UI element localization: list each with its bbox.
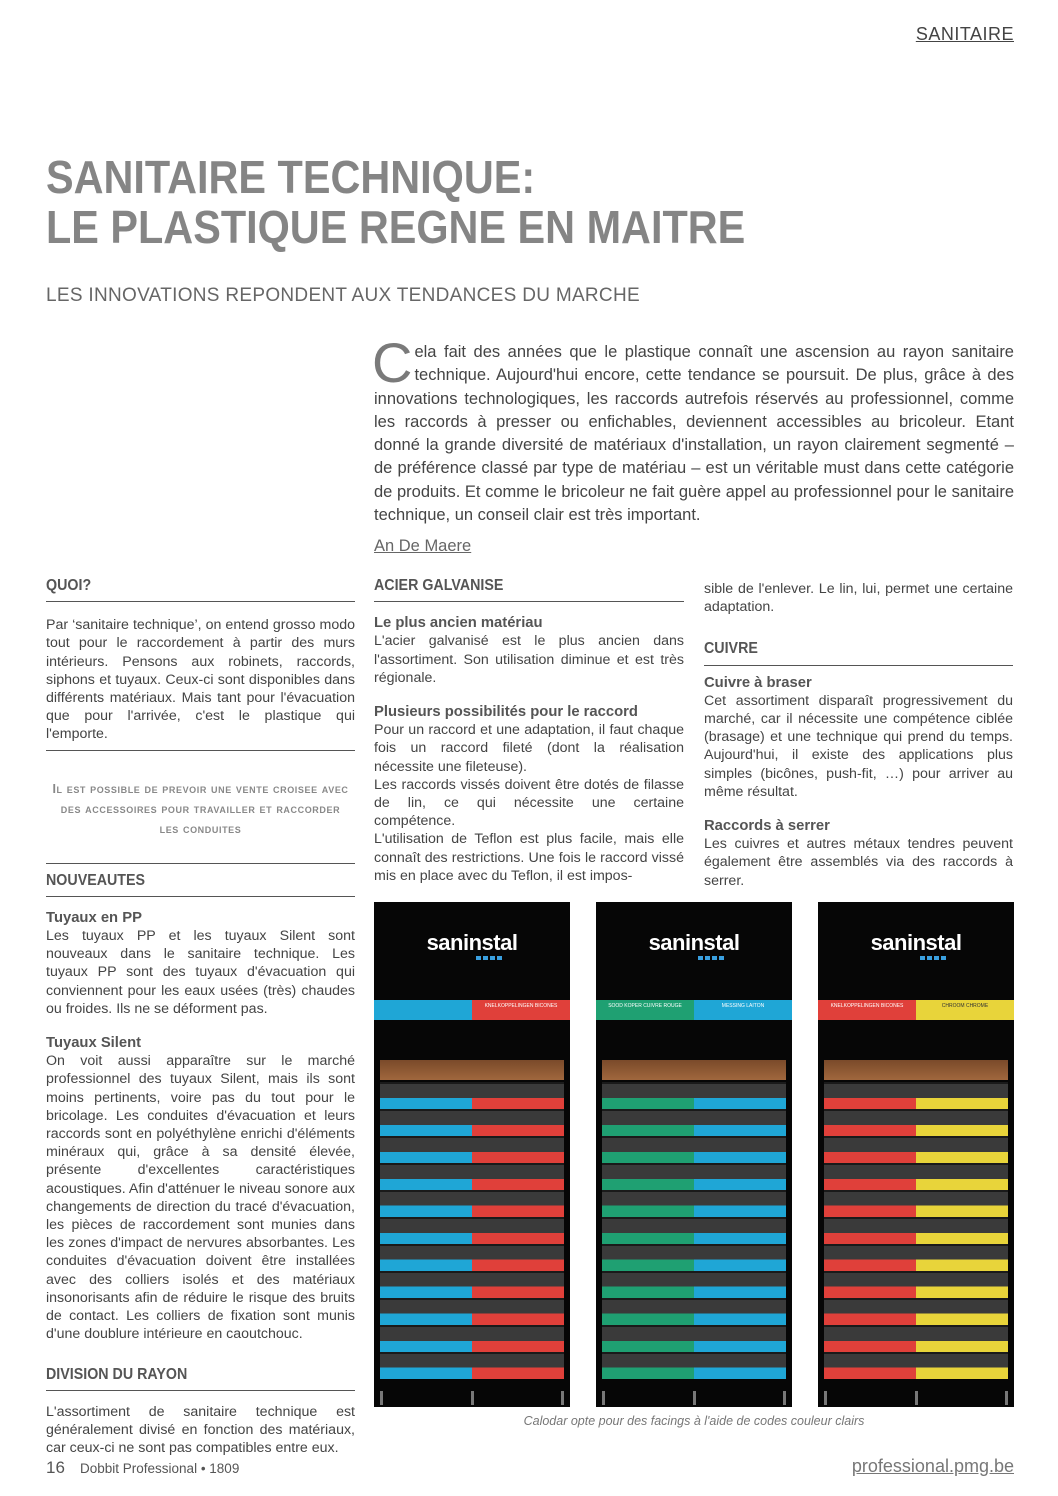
shelf-facing bbox=[602, 1327, 694, 1352]
shelf-facing bbox=[602, 1300, 694, 1325]
shelf-facing bbox=[694, 1138, 786, 1163]
shelf-facing bbox=[824, 1300, 916, 1325]
shelf-facing bbox=[602, 1192, 694, 1217]
shelf-facing bbox=[694, 1084, 786, 1109]
shelf-row bbox=[380, 1298, 564, 1325]
shelf-row bbox=[602, 1325, 786, 1352]
shelf-row bbox=[602, 1352, 786, 1379]
shelf-facing bbox=[380, 1219, 472, 1244]
shelf-facing bbox=[824, 1138, 916, 1163]
intro-text: ela fait des années que le plastique connaît une ascension au rayon sanitaire technique. Aujourd'hui encore, cette tendance se poursuit. De plus, grâce à des innovations technologiques, les raccords autrefois réservés au professionnel, comme les raccords à presser ou enfichables, deviennent accessibles au bricoleur. Etant donné la grande diversité de matériaux d'installation, un rayon clairement segmenté – de préférence classé par type de matériau – est un véritable must dans cette catégorie de produits. Et comme le bricoleur ne fait guère appel au professionnel pour le sanitaire technique, un conseil clair est très important. bbox=[374, 343, 1014, 525]
shelf-row bbox=[824, 1271, 1008, 1298]
display-legs bbox=[824, 1391, 1008, 1405]
shelf-facing bbox=[602, 1138, 694, 1163]
category-signs bbox=[596, 1000, 792, 1020]
shelf-row bbox=[824, 1082, 1008, 1109]
shelf-row bbox=[380, 1163, 564, 1190]
shelf-facing bbox=[824, 1354, 916, 1379]
logo-stripes bbox=[476, 956, 504, 960]
sign-green: SOOD KOPER CUIVRE ROUGE bbox=[596, 1000, 694, 1020]
shelf-facing bbox=[472, 1354, 564, 1379]
shelf-facing bbox=[916, 1165, 1008, 1190]
shelf-row bbox=[380, 1136, 564, 1163]
shelf-row bbox=[824, 1298, 1008, 1325]
display-legs bbox=[602, 1391, 786, 1405]
serrer-heading: Raccords à serrer bbox=[704, 818, 830, 835]
title-line-2: LE PLASTIQUE REGNE EN MAITRE bbox=[46, 201, 746, 253]
shelf-boxes bbox=[824, 1060, 1008, 1080]
shelf-facing bbox=[824, 1273, 916, 1298]
shelf-facing bbox=[824, 1219, 916, 1244]
shelf-row bbox=[824, 1352, 1008, 1379]
shelf-row bbox=[380, 1244, 564, 1271]
shelf-facing bbox=[916, 1327, 1008, 1352]
ancien-heading: Le plus ancien matériau bbox=[374, 615, 543, 632]
shelf-facing bbox=[824, 1084, 916, 1109]
shelf-row bbox=[602, 1190, 786, 1217]
shelf-row bbox=[602, 1217, 786, 1244]
photo-caption: Calodar opte pour des facings à l'aide de codes couleur clairs bbox=[523, 1414, 865, 1428]
shelf-facing bbox=[694, 1219, 786, 1244]
divider bbox=[46, 750, 355, 751]
shelf-facing bbox=[916, 1138, 1008, 1163]
shelf-row bbox=[602, 1298, 786, 1325]
possib-text-3: L'utilisation de Teflon est plus facile, mais elle connaît des restrictions. Une fois le raccord vissé mis en place avec du Teflon, il est impos- bbox=[374, 831, 684, 884]
possib-text-1: Pour un raccord et une adaptation, il faut chaque fois un raccord fileté (dont la réalisation nécessite une fileteuse). bbox=[374, 722, 684, 775]
sign-red: KNELKOPPELINGEN BICONES bbox=[472, 1000, 570, 1020]
display-legs bbox=[380, 1391, 564, 1405]
serrer-text: Les cuivres et autres métaux tendres peuvent également être assemblés via des raccords à serrer. bbox=[704, 836, 1013, 889]
silent-text: On voit aussi apparaître sur le marché professionnel des tuyaux Silent, mais ils sont moins pertinents, voire pas du tout pour le bricolage. Les conduites d'évacuation et leurs raccords sont en polyéthylène enrichi d'éléments minéraux qui, grâce à sa densité élevée, présente d'excellentes caractéristiques acoustiques. Afin d'atténuer le niveau sonore aux changements de direction du tracé d'évacuation, les pièces de raccordement sont munies dans les zones d'impact de nervures absorbantes. Les conduites d'évacuation doivent être installées avec des colliers isolés et des matériaux insonorisants afin de réduire le risque des bruits de contact. Les colliers de fixation sont munis d'une doublure intérieure en caoutchouc. bbox=[46, 1053, 355, 1343]
sign-yellow: CHROOM CHROME bbox=[916, 1000, 1014, 1020]
shelf-row bbox=[602, 1109, 786, 1136]
shelf-row bbox=[824, 1325, 1008, 1352]
shelf-facing bbox=[472, 1327, 564, 1352]
shelf-facing bbox=[602, 1111, 694, 1136]
shelf-facing bbox=[380, 1192, 472, 1217]
braser-text: Cet assortiment disparaît progressivement du marché, car il nécessite une compétence ciblée (brasage) et une technique qui prend du temps. Aujourd'hui, il existe des applications plus simples (bicônes, push-fit, …) pour arriver au même résultat. bbox=[704, 692, 1013, 800]
possib-heading: Plusieurs possibilités pour le raccord bbox=[374, 704, 638, 721]
shelf-row bbox=[602, 1163, 786, 1190]
section-tag: SANITAIRE bbox=[915, 24, 1014, 44]
ancien-text: L'acier galvanisé est le plus ancien dans l'assortiment. Son utilisation diminue et est très régionale. bbox=[374, 633, 684, 686]
brand-logo: saninstal bbox=[426, 930, 518, 955]
brand-logo: saninstal bbox=[648, 930, 740, 955]
shelf-row bbox=[824, 1244, 1008, 1271]
shelf-facing bbox=[380, 1300, 472, 1325]
shelf-facing bbox=[380, 1273, 472, 1298]
shelf-row bbox=[602, 1136, 786, 1163]
page-number: 16 bbox=[46, 1458, 65, 1477]
shelf-facing bbox=[694, 1246, 786, 1271]
shelf-facing bbox=[380, 1111, 472, 1136]
shelf-facing bbox=[380, 1246, 472, 1271]
shelf-row bbox=[380, 1352, 564, 1379]
display-photo-1 bbox=[374, 902, 570, 1407]
shelf-row bbox=[824, 1109, 1008, 1136]
shelf-row bbox=[602, 1244, 786, 1271]
shelf-boxes bbox=[380, 1060, 564, 1080]
column-3 bbox=[704, 580, 1013, 890]
pp-heading: Tuyaux en PP bbox=[46, 909, 142, 926]
author-link[interactable]: An De Maere bbox=[374, 537, 472, 555]
shelf-row bbox=[380, 1271, 564, 1298]
shelf-facing bbox=[472, 1111, 564, 1136]
shelf-facing bbox=[380, 1138, 472, 1163]
shelf-facing bbox=[694, 1354, 786, 1379]
shelf-facing bbox=[916, 1354, 1008, 1379]
shelf-row bbox=[380, 1190, 564, 1217]
possib-text-2: Les raccords vissés doivent être dotés de filasse de lin, ce qui nécessite une certaine compétence. bbox=[374, 776, 684, 830]
shelf-facing bbox=[824, 1246, 916, 1271]
display-photo-3 bbox=[818, 902, 1014, 1407]
logo-stripes bbox=[698, 956, 726, 960]
shelf-row bbox=[824, 1217, 1008, 1244]
shelf-row bbox=[380, 1109, 564, 1136]
shelf-facing bbox=[472, 1246, 564, 1271]
shelf-facing bbox=[916, 1111, 1008, 1136]
quoi-heading: QUOI? bbox=[46, 577, 92, 594]
category-signs bbox=[374, 1000, 570, 1020]
divider bbox=[46, 601, 355, 602]
shelf-facing bbox=[472, 1300, 564, 1325]
divider bbox=[46, 896, 355, 897]
shelf-row bbox=[602, 1271, 786, 1298]
division-text: L'assortiment de sanitaire technique est généralement divisé en fonction des matériaux, car ceux-ci ne sont pas compatibles entre eux. bbox=[46, 1403, 355, 1457]
shelf-facing bbox=[824, 1192, 916, 1217]
shelf-facing bbox=[694, 1273, 786, 1298]
sign-blue bbox=[374, 1000, 472, 1020]
divider bbox=[374, 601, 684, 602]
shelf-facing bbox=[824, 1165, 916, 1190]
shelf-row bbox=[824, 1136, 1008, 1163]
shelf-facing bbox=[380, 1165, 472, 1190]
shelf-facing bbox=[916, 1084, 1008, 1109]
article-subtitle: LES INNOVATIONS REPONDENT AUX TENDANCES DU MARCHE bbox=[46, 285, 640, 306]
divider bbox=[46, 863, 355, 864]
shelf-facing bbox=[380, 1354, 472, 1379]
shelf-facing bbox=[694, 1300, 786, 1325]
braser-heading: Cuivre à braser bbox=[704, 674, 812, 691]
shelf-boxes bbox=[602, 1060, 786, 1080]
shelf-row bbox=[380, 1325, 564, 1352]
brand-logo: saninstal bbox=[870, 930, 962, 955]
shelf-facing bbox=[472, 1084, 564, 1109]
shelf-facing bbox=[602, 1219, 694, 1244]
publication-name: Dobbit Professional • 1809 bbox=[80, 1461, 240, 1476]
shelf-facing bbox=[694, 1165, 786, 1190]
shelf-facing bbox=[472, 1192, 564, 1217]
shelf-facing bbox=[694, 1327, 786, 1352]
logo-stripes bbox=[920, 956, 948, 960]
shelf-facing bbox=[472, 1273, 564, 1298]
shelf-facing bbox=[602, 1084, 694, 1109]
shelving bbox=[824, 1060, 1008, 1387]
display-photo-2 bbox=[596, 902, 792, 1407]
acier-heading: ACIER GALVANISE bbox=[374, 577, 504, 594]
division-heading: DIVISION DU RAYON bbox=[46, 1365, 188, 1383]
shelf-facing bbox=[380, 1327, 472, 1352]
website-link[interactable]: professional.pmg.be bbox=[851, 1456, 1014, 1476]
cuivre-heading: CUIVRE bbox=[704, 640, 758, 658]
divider bbox=[704, 665, 1013, 666]
shelf-row bbox=[602, 1082, 786, 1109]
shelf-facing bbox=[824, 1111, 916, 1136]
column-2 bbox=[374, 577, 684, 885]
shelf-facing bbox=[472, 1138, 564, 1163]
sign-blue: MESSING LAITON bbox=[694, 1000, 792, 1020]
article-title bbox=[46, 152, 910, 252]
shelf-facing bbox=[916, 1300, 1008, 1325]
category-signs bbox=[818, 1000, 1014, 1020]
divider bbox=[46, 1390, 355, 1391]
shelf-facing bbox=[916, 1192, 1008, 1217]
shelving bbox=[380, 1060, 564, 1387]
nouveautes-heading: NOUVEAUTES bbox=[46, 871, 146, 889]
shelf-facing bbox=[824, 1327, 916, 1352]
shelf-row bbox=[824, 1190, 1008, 1217]
shelving bbox=[602, 1060, 786, 1387]
shelf-facing bbox=[602, 1273, 694, 1298]
shelf-facing bbox=[916, 1273, 1008, 1298]
shelf-facing bbox=[472, 1165, 564, 1190]
pp-text: Les tuyaux PP et les tuyaux Silent sont nouveaux dans le sanitaire technique. Les tuyaux PP sont des tuyaux d'évacuation qui conviennent pour les eaux usées (très) chaudes ou froides. Ils ne se déforment pas. bbox=[46, 928, 355, 1017]
sign-red: KNELKOPPELINGEN BICONES bbox=[818, 1000, 916, 1020]
shelf-facing bbox=[916, 1246, 1008, 1271]
shelf-row bbox=[380, 1082, 564, 1109]
silent-heading: Tuyaux Silent bbox=[46, 1035, 142, 1052]
shelf-row bbox=[380, 1217, 564, 1244]
shelf-facing bbox=[472, 1219, 564, 1244]
shelf-facing bbox=[916, 1219, 1008, 1244]
shelf-facing bbox=[380, 1084, 472, 1109]
intro-paragraph bbox=[372, 331, 1014, 527]
shelf-facing bbox=[602, 1246, 694, 1271]
acier-continued-text: sible de l'enlever. Le lin, lui, permet une certaine adaptation. bbox=[704, 581, 1013, 616]
shelf-row bbox=[824, 1163, 1008, 1190]
quoi-text: Par ‘sanitaire technique’, on entend grosso modo tout pour le raccordement à partir des murs intérieurs. Pensons aux robinets, raccords, siphons et tuyaux. Ceux-ci sont disponibles dans différents matériaux. Mais tant pour l'évacuation que pour l'arrivée, c'est le plastique qui l'emporte. bbox=[46, 617, 355, 743]
callout-quote: Il est possible de prevoir une vente croisee avec des accessoires pour travailler et raccorder les conduites bbox=[52, 781, 349, 836]
drop-cap: C bbox=[372, 331, 413, 394]
shelf-facing bbox=[694, 1111, 786, 1136]
column-1 bbox=[46, 577, 355, 1457]
shelf-facing bbox=[694, 1192, 786, 1217]
title-line-1: SANITAIRE TECHNIQUE: bbox=[46, 151, 536, 203]
shelf-facing bbox=[602, 1165, 694, 1190]
shelf-facing bbox=[602, 1354, 694, 1379]
